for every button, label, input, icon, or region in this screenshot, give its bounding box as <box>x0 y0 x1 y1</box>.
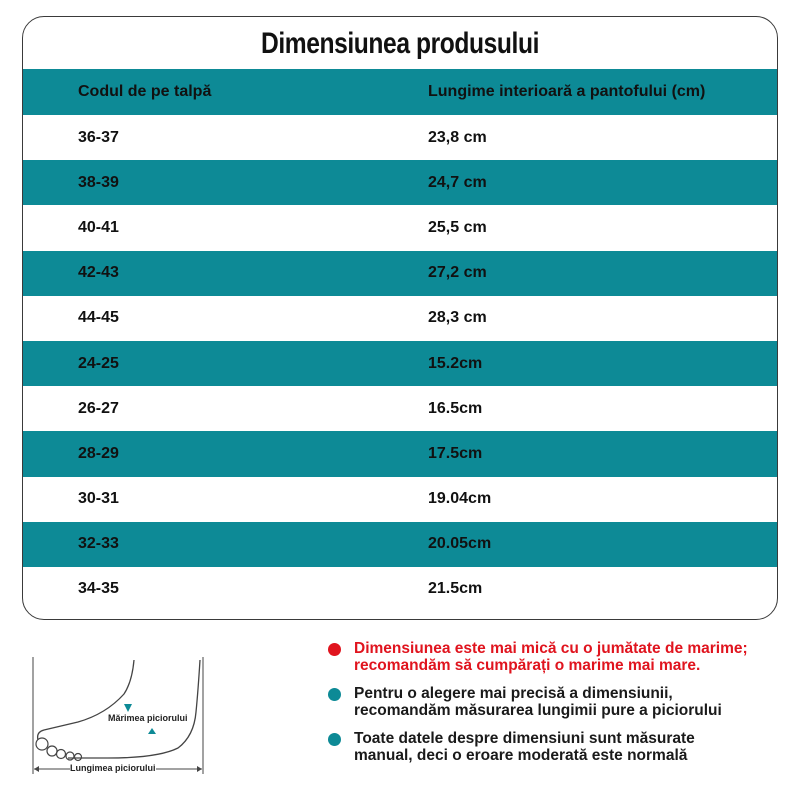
notes-list <box>326 640 796 775</box>
inner-length: 27,2 cm <box>428 264 487 282</box>
note-line: Dimensiunea este mai mică cu o jumătate de marime; <box>354 640 748 657</box>
foot-length-label: Lungimea piciorului <box>70 763 156 773</box>
note-line: Pentru o alegere mai precisă a dimensiunii, <box>354 685 673 702</box>
table-row <box>23 205 777 250</box>
sole-code: 42-43 <box>78 264 119 282</box>
table-header-row <box>23 69 777 115</box>
inner-length: 15.2cm <box>428 354 483 372</box>
inner-length: 17.5cm <box>428 444 483 462</box>
note-item <box>326 685 796 719</box>
table-row <box>23 115 777 160</box>
sole-code: 24-25 <box>78 354 119 372</box>
inner-length: 16.5cm <box>428 399 483 417</box>
inner-length: 19.04cm <box>428 490 492 508</box>
inner-length: 25,5 cm <box>428 218 487 236</box>
note-line: recomandăm măsurarea lungimii pure a piciorului <box>354 702 722 719</box>
sole-code: 28-29 <box>78 444 119 462</box>
circle-bullet-icon <box>328 733 341 746</box>
inner-length: 28,3 cm <box>428 309 487 327</box>
table-row <box>23 567 777 612</box>
sole-code: 36-37 <box>78 128 119 146</box>
header-inner-length: Lungime interioară a pantofului (cm) <box>428 83 706 100</box>
sole-code: 32-33 <box>78 535 119 553</box>
size-chart-card <box>22 16 778 620</box>
sole-code: 26-27 <box>78 399 119 417</box>
header-sole-code: Codul de pe talpă <box>78 83 212 100</box>
size-table <box>23 69 777 612</box>
note-line: recomandăm să cumpărați o marime mai mare. <box>354 657 701 674</box>
sole-code: 34-35 <box>78 580 119 598</box>
circle-bullet-icon <box>328 688 341 701</box>
sole-code: 30-31 <box>78 490 119 508</box>
foot-measure-diagram <box>28 652 213 782</box>
table-row <box>23 386 777 431</box>
table-row <box>23 251 777 296</box>
table-row <box>23 160 777 205</box>
inner-length: 20.05cm <box>428 535 492 553</box>
chart-title: Dimensiunea produsului <box>260 27 540 60</box>
note-item <box>326 730 796 764</box>
table-row <box>23 341 777 386</box>
sole-code: 40-41 <box>78 218 119 236</box>
note-line: manual, deci o eroare moderată este normală <box>354 747 688 764</box>
table-row <box>23 522 777 567</box>
sole-code: 44-45 <box>78 309 119 327</box>
sole-code: 38-39 <box>78 173 119 191</box>
inner-length: 23,8 cm <box>428 128 487 146</box>
inner-length: 21.5cm <box>428 580 483 598</box>
inner-length: 24,7 cm <box>428 173 487 191</box>
foot-size-label: Mărimea piciorului <box>108 713 188 723</box>
table-row <box>23 296 777 341</box>
note-line: Toate datele despre dimensiuni sunt măsurate <box>354 730 695 747</box>
circle-bullet-icon <box>328 643 341 656</box>
note-item <box>326 640 796 674</box>
table-row <box>23 431 777 476</box>
table-row <box>23 477 777 522</box>
